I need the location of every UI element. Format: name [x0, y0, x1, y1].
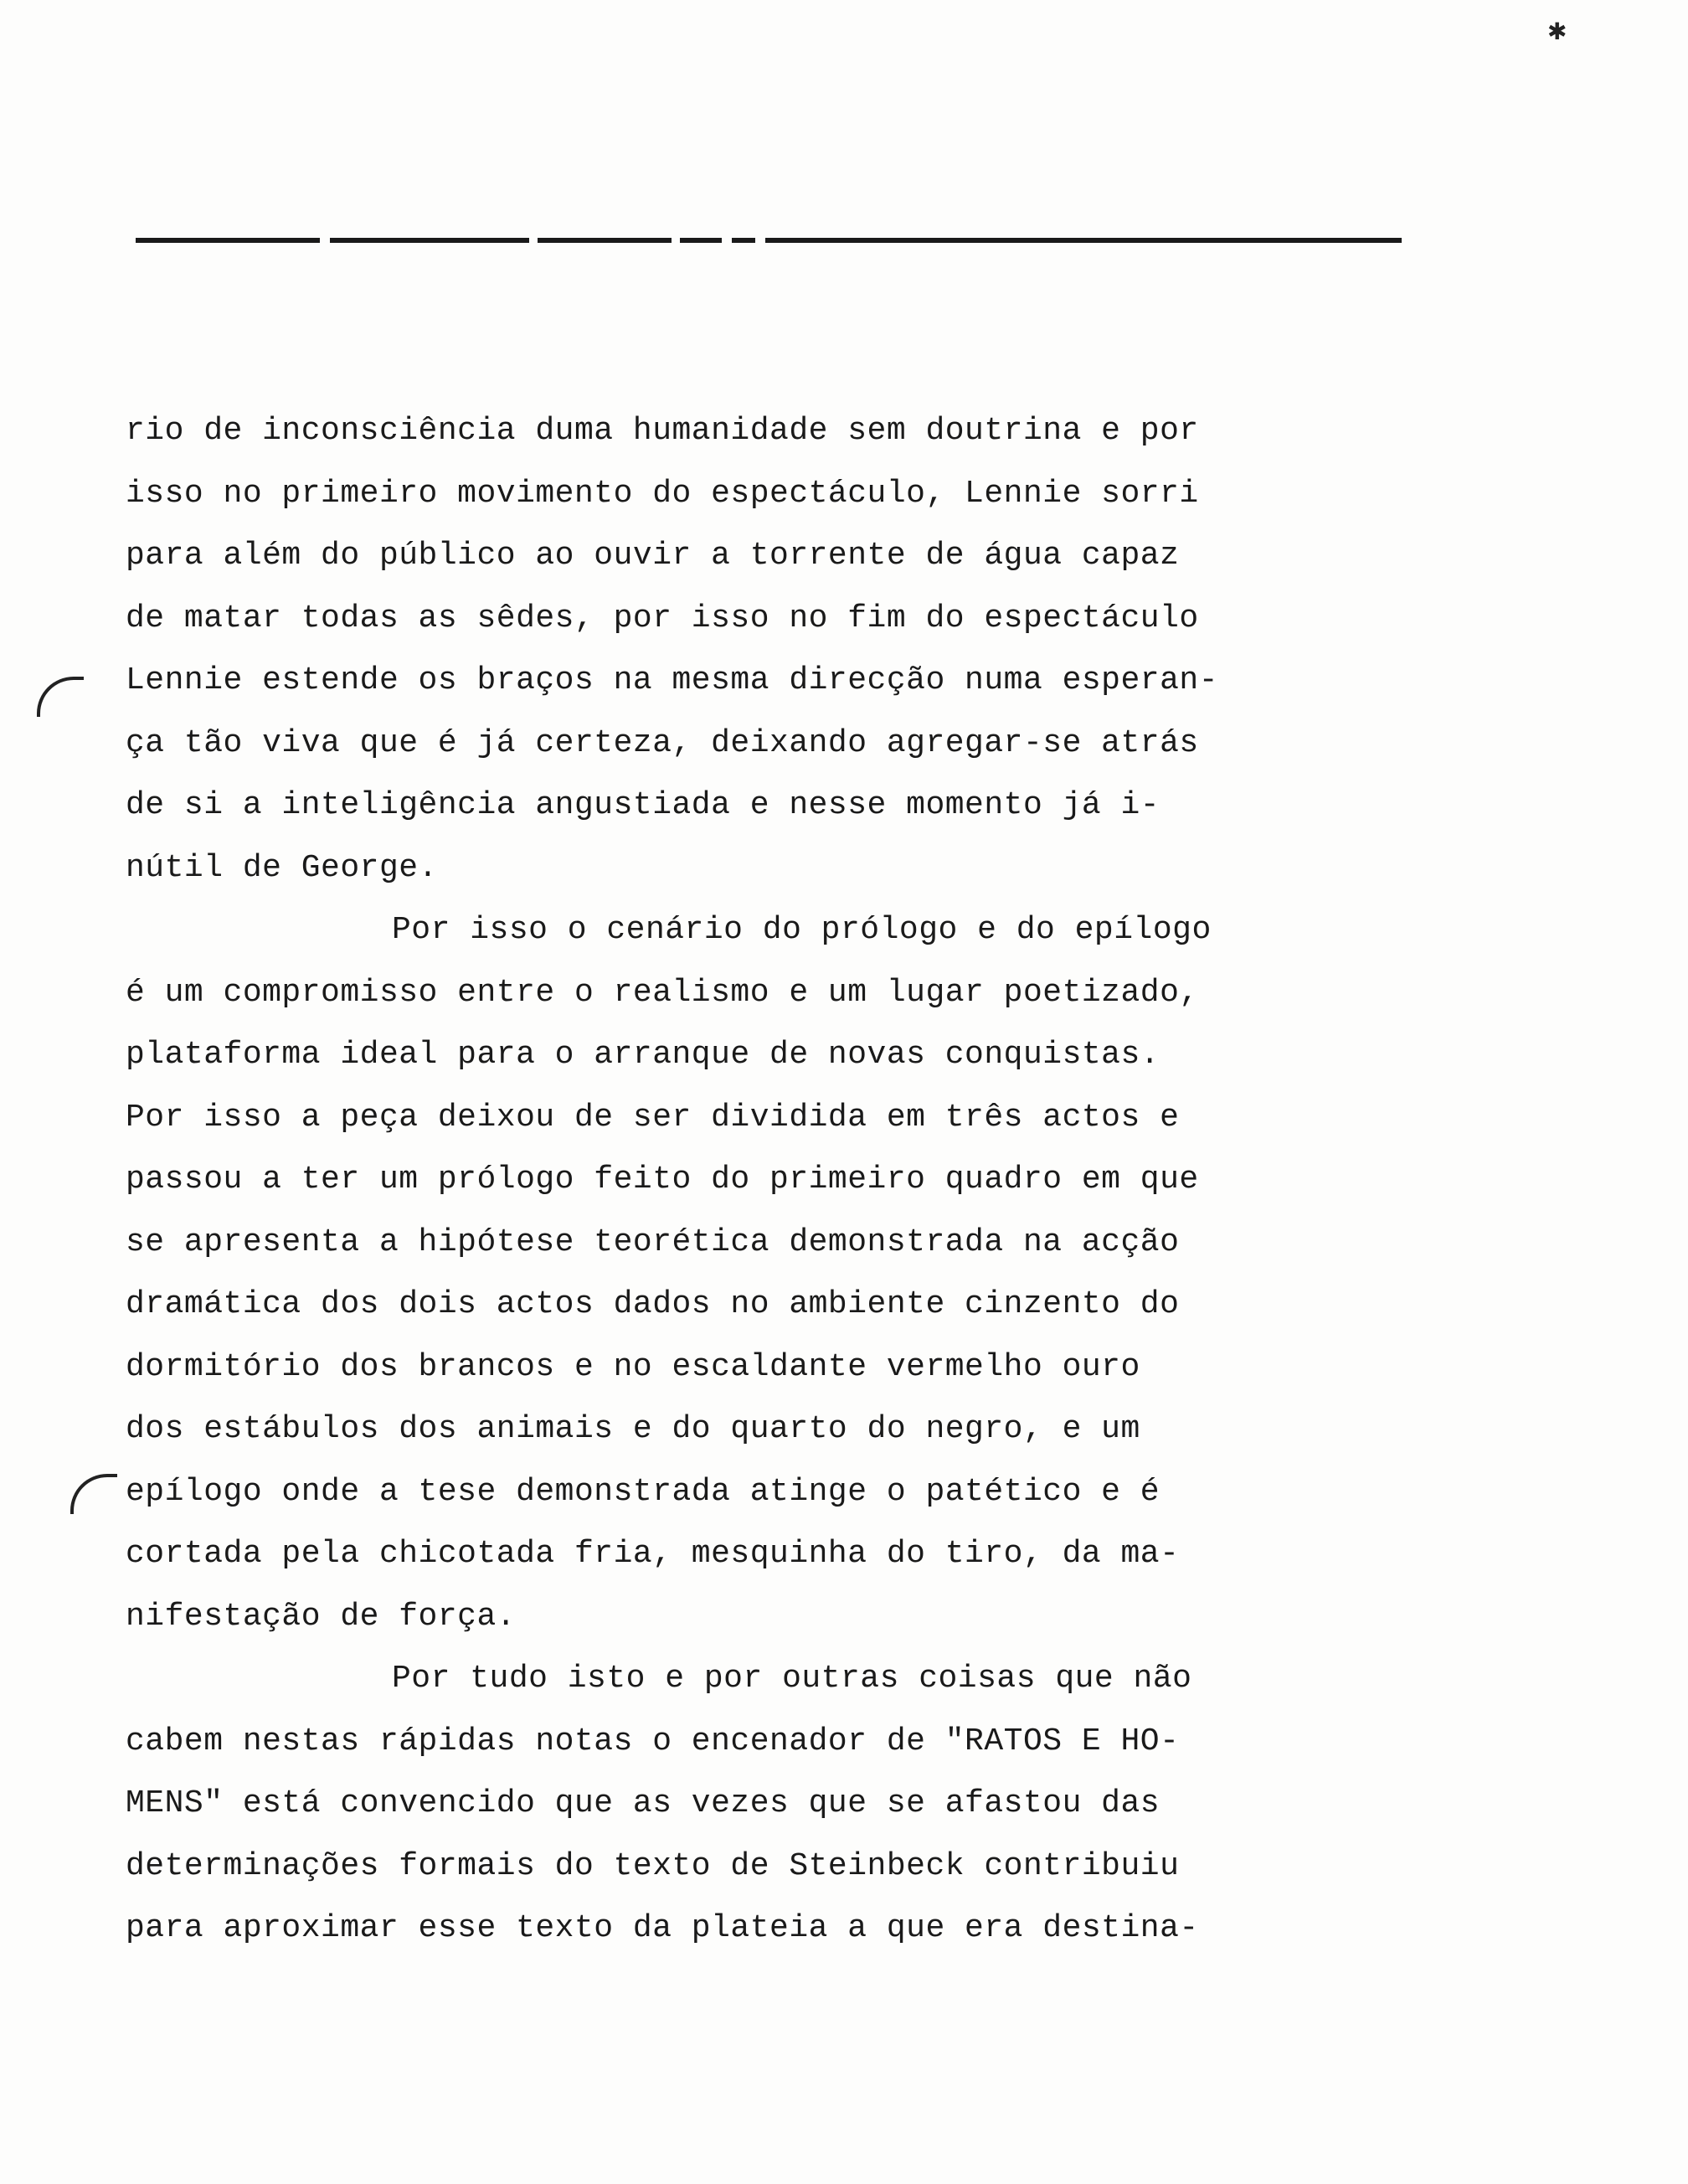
text-line: MENS" está convencido que as vezes que se afastou das [126, 1785, 1160, 1821]
text-line: nútil de George. [126, 849, 438, 886]
text-line: rio de inconsciência duma humanidade sem doutrina e por [126, 413, 1199, 449]
body-text [126, 400, 1382, 1960]
text-line: de matar todas as sêdes, por isso no fim do espectáculo [126, 600, 1199, 636]
margin-bracket-mark [70, 1474, 117, 1514]
corner-asterisk-mark: ✱ [1547, 18, 1567, 45]
paragraph-start-line: Por tudo isto e por outras coisas que não [392, 1661, 1192, 1697]
text-line: nifestação de força. [126, 1598, 517, 1635]
text-line: plataforma ideal para o arranque de novas conquistas. [126, 1037, 1160, 1073]
paragraph-start-line: Por isso o cenário do prólogo e do epílogo [392, 912, 1212, 948]
text-line: dormitório dos brancos e no escaldante vermelho ouro [126, 1348, 1140, 1385]
text-line: para além do público ao ouvir a torrente de água capaz [126, 538, 1180, 574]
text-line: dramática dos dois actos dados no ambiente cinzento do [126, 1286, 1180, 1322]
text-line: Por isso a peça deixou de ser dividida em três actos e [126, 1099, 1180, 1136]
text-line: ça tão viva que é já certeza, deixando agregar-se atrás [126, 724, 1199, 761]
header-rule [136, 238, 1402, 243]
text-line: cabem nestas rápidas notas o encenador de "RATOS E HO- [126, 1723, 1180, 1759]
text-line: é um compromisso entre o realismo e um lugar poetizado, [126, 974, 1199, 1011]
text-line: cortada pela chicotada fria, mesquinha do tiro, da ma- [126, 1536, 1180, 1572]
text-line: passou a ter um prólogo feito do primeiro quadro em que [126, 1162, 1199, 1198]
text-line: epílogo onde a tese demonstrada atinge o patético e é [126, 1473, 1160, 1510]
text-line: de si a inteligência angustiada e nesse momento já i- [126, 787, 1160, 823]
text-line: isso no primeiro movimento do espectáculo, Lennie sorri [126, 475, 1199, 512]
text-line: para aproximar esse texto da plateia a que era destina- [126, 1910, 1199, 1946]
text-line: Lennie estende os braços na mesma direcção numa esperan- [126, 662, 1219, 698]
text-line: se apresenta a hipótese teorética demonstrada na acção [126, 1223, 1180, 1260]
text-line: dos estábulos dos animais e do quarto do negro, e um [126, 1411, 1140, 1447]
text-line: determinações formais do texto de Steinbeck contribuiu [126, 1847, 1180, 1884]
margin-bracket-mark [37, 677, 84, 717]
